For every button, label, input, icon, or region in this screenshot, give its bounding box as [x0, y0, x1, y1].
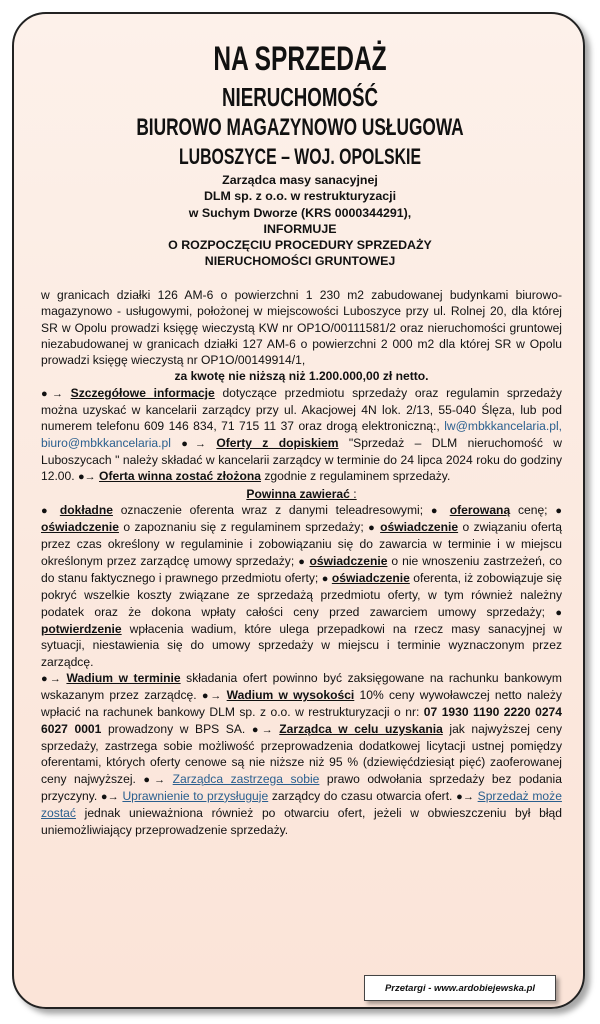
- dot-bullet-icon: ●: [41, 504, 53, 517]
- arrow-bullet-icon: ●→: [251, 723, 273, 736]
- arrow-bullet-icon: ●→: [41, 672, 61, 685]
- source-footer-text: Przetargi - www.ardobiejewska.pl: [384, 982, 536, 994]
- arrow-bullet-icon: ●→: [78, 471, 96, 484]
- contents-item-label: dokładne: [59, 502, 113, 517]
- contents-item-text: o zapoznaniu się z regulaminem sprzedaży;: [118, 520, 364, 535]
- right-valid-link[interactable]: Uprawnienie to przysługuje: [122, 788, 269, 803]
- offer-form-text: zgodnie z regulaminem sprzedaży.: [260, 469, 451, 484]
- offer-form-label: Oferta winna zostać złożona: [99, 469, 261, 484]
- cancel-right-text: prawo odwołania sprzedaży bez podania przyczyny.: [41, 771, 562, 803]
- details-paragraph: [41, 385, 562, 486]
- deposit-amount-label: Wadium w wysokości: [226, 688, 355, 703]
- contents-item-label: oświadczenie: [331, 571, 410, 586]
- contents-item-label: oświadczenie: [380, 520, 459, 535]
- deposit-text: składania ofert powinno być zaksięgowane na rachunku bankowym wskazanym przez zarządcę.: [41, 670, 562, 703]
- contents-heading-text: Powinna zawierać: [246, 486, 350, 501]
- dot-bullet-icon: ●: [555, 504, 562, 517]
- arrow-bullet-icon: ●→: [201, 690, 222, 703]
- headline-location: LUBOSZYCE – WOJ. OPOLSKIE: [178, 144, 422, 169]
- arrow-bullet-icon: ●→: [100, 790, 119, 803]
- deposit-label: Wadium w terminie: [66, 670, 181, 685]
- contents-item-text: cenę;: [510, 502, 548, 517]
- contents-item-text: oferenta, iż zobowiązuje się pokryć wszelkie koszty związane ze sprzedażą przedmiotu oferty, w tym również należny podatek oraz że dokona wpłaty całości ceny przed zawarciem umowy sprzedaży;: [41, 571, 562, 619]
- arrow-bullet-icon: ●→: [456, 790, 474, 803]
- dot-bullet-icon: ●: [368, 522, 376, 535]
- dot-bullet-icon: ●: [298, 555, 306, 568]
- email-link-biuro[interactable]: biuro@mbkkancelaria.pl: [41, 435, 171, 450]
- intro-line: INFORMUJE: [263, 221, 337, 236]
- cancel-right-link[interactable]: Zarządca zastrzega sobie: [172, 771, 320, 786]
- contents-heading-colon: :: [349, 486, 357, 501]
- contents-list: [41, 502, 562, 670]
- intro-line: Zarządca masy sanacyjnej: [222, 173, 378, 187]
- intro-line: DLM sp. z o.o. w restrukturyzacji: [203, 189, 397, 204]
- intro-line: O ROZPOCZĘCIU PROCEDURY SPRZEDAŻY: [168, 238, 432, 253]
- auction-label: Zarządca w celu uzyskania: [279, 721, 443, 736]
- offers-text: "Sprzedaż – DLM nieruchomość w Luboszycach " należy składać w kancelarii zarządcy w terminie do 24 lipca 2024 roku do godziny 12.00.: [41, 435, 562, 484]
- auction-text: jak najwyższej ceny sprzedaży, zastrzega sobie możliwość przeprowadzenia dodatkowej licytacji ustnej pomiędzy oferentami, których oferty cenowe są nie niższe niż 95 % (dziewięćdziesiąt pięć) zaoferowanej ceny najwyższej.: [41, 721, 562, 786]
- arrow-bullet-icon: ●→: [143, 773, 166, 786]
- details-label: Szczegółowe informacje: [70, 385, 215, 400]
- property-description: w granicach działki 126 AM-6 o powierzchni 1 230 m2 zabudowanej budynkami biurowo-magazynowo - usługowymi, położonej w miejscowości Luboszyce przy ul. Rolnej 20, dla której SR w Opolu prowadzi księgę wieczystą KW nr OP1O/00111581/2 oraz nieruchomości gruntowej niezabudowanej w granicach działki 127 AM-6 o powierzchni 2 000 m2 dla której SR w Opolu prowadzi księgę wieczystą nr OP1O/00149914/1,: [41, 288, 562, 368]
- bank-account-number: 07 1930 1190 2220 0274 6027 0001: [41, 705, 563, 736]
- contents-item-text: oznaczenie oferenta wraz z danymi teleadresowymi;: [112, 502, 424, 517]
- contents-item-text: o nie wnoszeniu zastrzeżeń, co do stanu faktycznego i prawnego przedmiotu oferty;: [41, 553, 562, 586]
- contents-item-text: o związaniu ofertą przez czas określony w regulaminie i zobowiązaniu się do zawarcia w terminie i w miejscu określonym przez zarządcę umowy sprzedaży;: [41, 520, 562, 568]
- deposit-amount-text: 10% ceny wywoławczej netto należy wpłacić na rachunek bankowy DLM sp. z o.o. w restrukturyzacji o nr:: [41, 688, 562, 720]
- contents-heading: [41, 486, 562, 502]
- dot-bullet-icon: ●: [555, 606, 562, 619]
- source-footer: [364, 975, 556, 1001]
- contents-item-label: oświadczenie: [41, 520, 119, 535]
- headline-title: NA SPRZEDAŻ: [213, 40, 387, 78]
- contents-item-text: wpłacenia wadium, które ulega przepadkowi na rzecz masy sanacyjnej w sytuacji, niestawienia się do umowy sprzedaży w miejscu i terminie wyznaczonym przez zarządcę.: [41, 621, 562, 669]
- headline-property: NIERUCHOMOŚĆ: [221, 82, 378, 112]
- intro-line: w Suchym Dworze (KRS 0000344291),: [188, 205, 412, 220]
- arrow-bullet-icon: ●→: [181, 437, 206, 450]
- deposit-paragraph: [41, 670, 562, 838]
- bank-name-text: prowadzony w BPS SA.: [101, 721, 246, 736]
- annulment-text: jednak unieważniona również po otwarciu ofert, jeżeli w obwieszczeniu był błąd uniemożliwiający przeprowadzenie sprzedaży.: [41, 806, 562, 837]
- intro-block: [0, 172, 600, 270]
- offers-label: Oferty z dopiskiem: [216, 435, 339, 450]
- annulment-link[interactable]: Sprzedaż może zostać: [41, 788, 562, 821]
- announcement-body: [41, 287, 562, 838]
- dot-bullet-icon: ●: [430, 504, 442, 517]
- arrow-bullet-icon: ●→: [41, 387, 63, 400]
- contents-item-label: potwierdzenie: [41, 621, 122, 636]
- contents-item-label: oświadczenie: [309, 553, 388, 568]
- intro-line: NIERUCHOMOŚCI GRUNTOWEJ: [204, 254, 396, 269]
- right-valid-text: zarządcy do czasu otwarcia ofert.: [268, 788, 453, 803]
- dot-bullet-icon: ●: [321, 573, 329, 586]
- minimum-price: za kwotę nie niższą niż 1.200.000,00 zł netto.: [174, 369, 429, 384]
- contents-item-label: oferowaną: [449, 502, 511, 517]
- headline-type: BIUROWO MAGAZYNOWO USŁUGOWA: [136, 114, 464, 141]
- email-link-lw[interactable]: lw@mbkkancelaria.pl,: [444, 419, 562, 434]
- details-text: dotyczące przedmiotu sprzedaży oraz regulamin sprzedaży można uzyskać w kancelarii zarządcy przy ul. Akacjowej 4N lok. 2/13, 55-040 Ślęza, lub pod numerem telefonu 609 146 834, 71 715 11 37 oraz drogą elektroniczną:,: [41, 385, 562, 434]
